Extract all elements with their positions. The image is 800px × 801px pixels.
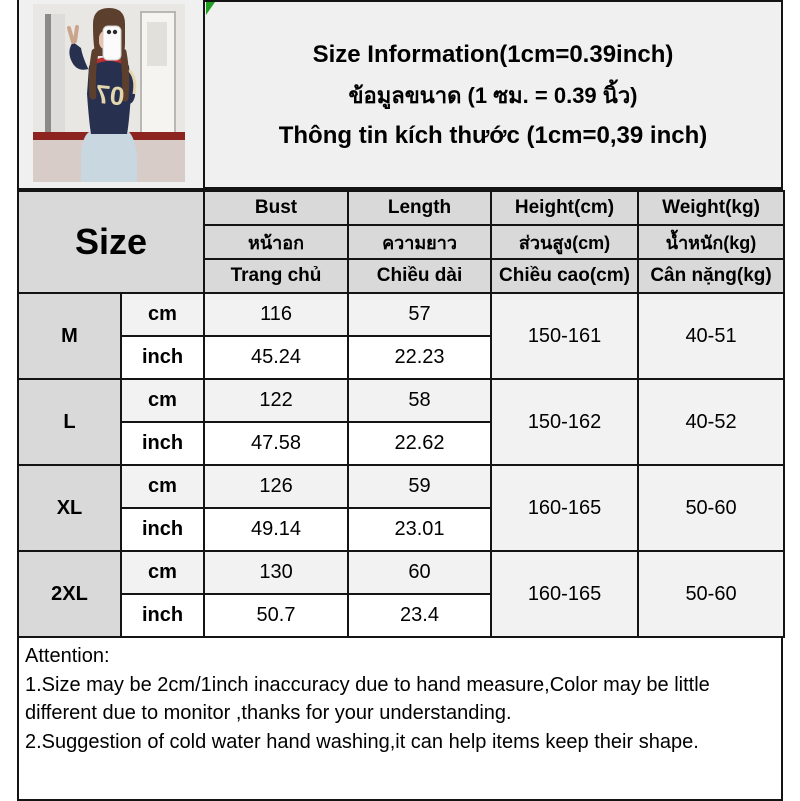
col-header-height-th: ส่วนสูง(cm): [491, 225, 638, 259]
size-table: [17, 190, 785, 638]
col-header-bust-vi: Trang chủ: [204, 259, 348, 293]
title-block: [203, 0, 783, 190]
col-header-length-vi: Chiều dài: [348, 259, 491, 293]
height-2xl: 160-165: [491, 551, 638, 637]
col-header-height-vi: Chiều cao(cm): [491, 259, 638, 293]
weight-l: 40-52: [638, 379, 784, 465]
bust-cm-xl: 126: [204, 465, 348, 508]
attention-line-2: 2.Suggestion of cold water hand washing,it can help items keep their shape.: [25, 730, 699, 753]
length-inch-m: 22.23: [348, 336, 491, 379]
phone-camera-icon: [113, 30, 117, 34]
bust-inch-2xl: 50.7: [204, 594, 348, 637]
unit-cm: cm: [121, 551, 204, 594]
col-header-bust-th: หน้าอก: [204, 225, 348, 259]
shirt-number: 07: [93, 78, 126, 112]
length-inch-xl: 23.01: [348, 508, 491, 551]
bust-cm-2xl: 130: [204, 551, 348, 594]
length-inch-l: 22.62: [348, 422, 491, 465]
table-row: [18, 551, 784, 594]
height-l: 150-162: [491, 379, 638, 465]
table-row: [18, 465, 784, 508]
phone-camera-icon: [107, 30, 111, 34]
col-header-height-en: Height(cm): [491, 191, 638, 225]
length-cm-l: 58: [348, 379, 491, 422]
skirt: [81, 132, 137, 182]
weight-xl: 50-60: [638, 465, 784, 551]
unit-cm: cm: [121, 379, 204, 422]
title-thai: ข้อมูลขนาด (1 ซม. = 0.39 นิ้ว): [348, 83, 638, 108]
green-corner-mark: [206, 2, 215, 15]
size-label-2xl: 2XL: [18, 551, 121, 637]
col-header-weight-en: Weight(kg): [638, 191, 784, 225]
bust-inch-xl: 49.14: [204, 508, 348, 551]
unit-inch: inch: [121, 422, 204, 465]
length-inch-2xl: 23.4: [348, 594, 491, 637]
size-header-cell: Size: [18, 191, 204, 293]
size-info-image: [17, 0, 783, 801]
length-cm-m: 57: [348, 293, 491, 336]
door-panel: [147, 22, 167, 66]
door-left: [51, 14, 65, 132]
unit-inch: inch: [121, 594, 204, 637]
col-header-length-th: ความยาว: [348, 225, 491, 259]
model-photo-illustration: [33, 4, 185, 182]
col-header-weight-th: น้ำหนัก(kg): [638, 225, 784, 259]
col-header-weight-vi: Cân nặng(kg): [638, 259, 784, 293]
bust-inch-l: 47.58: [204, 422, 348, 465]
braid-left: [92, 52, 95, 96]
unit-cm: cm: [121, 465, 204, 508]
door-frame-left: [45, 14, 51, 134]
model-photo-box: [17, 0, 203, 190]
title-vietnamese: Thông tin kích thước (1cm=0,39 inch): [278, 122, 708, 149]
unit-inch: inch: [121, 508, 204, 551]
bust-inch-m: 45.24: [204, 336, 348, 379]
attention-line-1: 1.Size may be 2cm/1inch inaccuracy due to hand measure,Color may be little different due to monitor ,thanks for your understanding.: [25, 673, 710, 725]
unit-inch: inch: [121, 336, 204, 379]
size-label-l: L: [18, 379, 121, 465]
model-photo: [33, 4, 185, 182]
height-m: 150-161: [491, 293, 638, 379]
weight-2xl: 50-60: [638, 551, 784, 637]
col-header-bust-en: Bust: [204, 191, 348, 225]
size-label-m: M: [18, 293, 121, 379]
table-row: [18, 379, 784, 422]
header-row-en: [18, 191, 784, 225]
length-cm-2xl: 60: [348, 551, 491, 594]
col-header-length-en: Length: [348, 191, 491, 225]
size-label-xl: XL: [18, 465, 121, 551]
title-english: Size Information(1cm=0.39inch): [312, 41, 674, 68]
weight-m: 40-51: [638, 293, 784, 379]
top-section: [17, 0, 783, 190]
table-row: [18, 293, 784, 336]
attention-note: [17, 638, 783, 801]
length-cm-xl: 59: [348, 465, 491, 508]
unit-cm: cm: [121, 293, 204, 336]
bust-cm-l: 122: [204, 379, 348, 422]
bust-cm-m: 116: [204, 293, 348, 336]
attention-heading: Attention:: [25, 645, 110, 667]
phone: [103, 26, 121, 60]
height-xl: 160-165: [491, 465, 638, 551]
